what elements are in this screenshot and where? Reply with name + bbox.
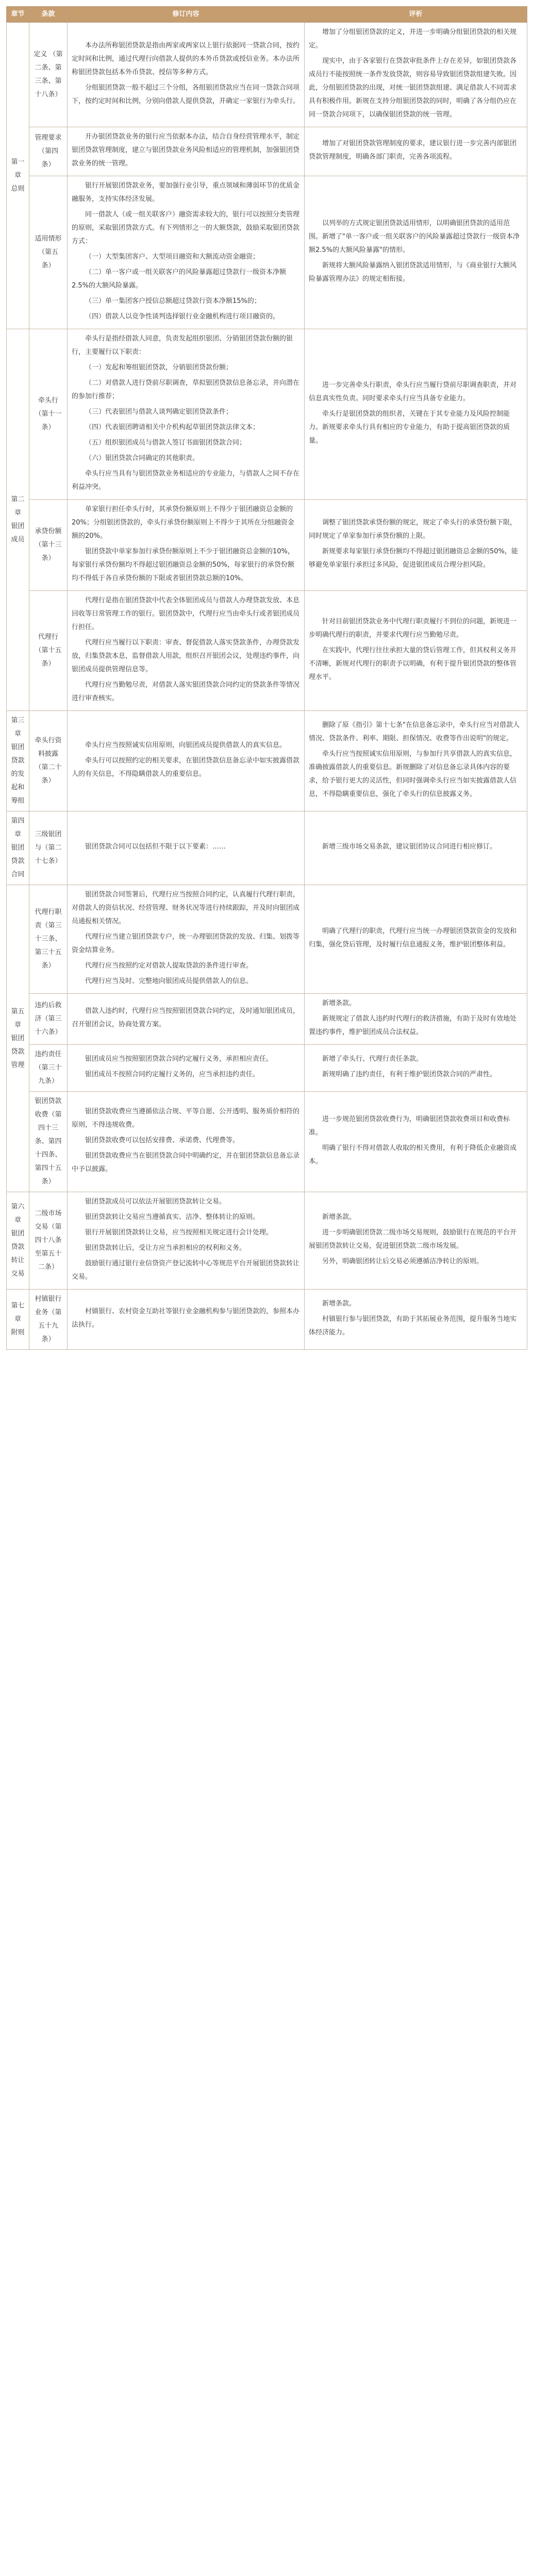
article-cell: 银团贷款收费（第四十三条、第四十四条、第四十五条） (29, 1092, 68, 1192)
text-cell (68, 1092, 305, 1192)
comment-paragraph: 新规要求每家银行承贷份额均不得超过银团融资总金额的50%，能够避免单家银行承担过多风险，促进银团成员合理分担风险。 (309, 548, 518, 569)
table-row (7, 591, 527, 711)
text-cell (68, 500, 305, 591)
text-cell (68, 23, 305, 127)
table-row (7, 1092, 527, 1192)
text-paragraph: 代理行应当勤勉尽责，对借款人落实银团贷款合同约定的贷款条件等情况进行审查核实。 (72, 681, 300, 702)
article-cell: 适用情形 （第五条） (29, 176, 68, 329)
text-paragraph: （一）大型集团客户、大型项目融资和大额流动资金融资； (85, 253, 260, 261)
text-paragraph: 牵头行可以按照约定的相关要求，在银团贷款信息备忘录中如实披露借款人的有关信息，不得隐瞒借款人的重要信息。 (72, 757, 300, 778)
comment-paragraph: 明确了代理行的职责，代理行应当统一办理银团贷款资金的发放和归集，强化贷后管理，及时履行信息通报义务，维护银团整体利益。 (309, 927, 517, 948)
text-paragraph: 银团贷款成员可以依法开展银团贷款转让交易。 (85, 1198, 226, 1206)
comment-paragraph: 增加了对银团贷款管理制度的要求，建议银行进一步完善内部银团贷款管理制度，明确各部门职责，完善各项流程。 (309, 140, 517, 161)
text-paragraph: 银团贷款收费可以包括安排费、承诺费、代理费等。 (85, 1137, 240, 1144)
comment-paragraph: 进一步明确银团贷款二级市场交易规则，鼓励银行在规范的平台开展银团贷款转让交易，促进银团贷款二级市场发展。 (309, 1229, 517, 1250)
text-paragraph: 单家银行担任牵头行时，其承贷份额原则上不得少于银团融资总金额的20%；分组银团贷款的，牵头行承贷份额原则上不得少于其所在分组融资金额的20%。 (72, 505, 294, 540)
comment-cell (305, 885, 527, 994)
article-cell: 违约后救济（第三十六条） (29, 994, 68, 1045)
comment-paragraph: 新增条款。 (322, 1213, 356, 1221)
text-paragraph: 代理行应当按照约定对借款人提取贷款的条件进行审查。 (85, 962, 253, 970)
table-row (7, 176, 527, 329)
comment-paragraph: 新规规定了借款人违约时代理行的救济措施，有助于及时有效地处置违约事件，维护银团成员合法权益。 (309, 1015, 517, 1036)
section-cell: 第七章 附则 (7, 1290, 29, 1350)
article-cell: 代理行 （第十五条） (29, 591, 68, 711)
header-text: 修订内容 (68, 7, 305, 23)
text-paragraph: （二）单一客户或一组关联客户的风险暴露超过贷款行一级资本净额2.5%的大额风险暴露。 (72, 268, 287, 290)
article-cell: 村镇银行业务（第五十九条） (29, 1290, 68, 1350)
text-paragraph: 银团贷款合同签署后，代理行应当按照合同约定，认真履行代理行职责，对借款人的资信状况、经营管理、财务状况等进行持续跟踪，并及时向银团成员通报相关情况。 (72, 891, 300, 925)
article-cell: 承贷份额 （第十三条） (29, 500, 68, 591)
text-cell (68, 1045, 305, 1092)
text-cell (68, 1192, 305, 1290)
text-paragraph: 牵头行应当具有与银团贷款业务相适应的专业能力，与借款人之间不存在利益冲突。 (72, 470, 300, 491)
comment-paragraph: 进一步完善牵头行职责，牵头行应当履行贷前尽职调查职责，并对信息真实性负责。同时要求牵头行应当具备专业能力。 (309, 381, 517, 402)
text-paragraph: （二）对借款人进行贷前尽职调查，草拟银团贷款信息备忘录，并向潜在的参加行推荐； (72, 379, 300, 400)
section-cell: 第三章 银团贷款的发起和筹组 (7, 711, 29, 811)
text-paragraph: 银团贷款转让后，受让方应当承担相应的权利和义务。 (85, 1244, 246, 1252)
text-cell (68, 711, 305, 811)
comment-cell (305, 500, 527, 591)
text-paragraph: 同一借款人（或一组关联客户）融资需求较大的，银行可以按照分类管理的原则，采取银团贷款方式。有下列情形之一的大额贷款，鼓励采取银团贷款方式： (72, 211, 300, 245)
comment-cell (305, 711, 527, 811)
text-paragraph: （五）组织银团成员与借款人签订书面银团贷款合同； (85, 439, 246, 447)
text-paragraph: 开办银团贷款业务的银行应当依据本办法，结合自身经营管理水平，制定银团贷款管理制度，建立与银团贷款业务风险相适应的管理机制，加强银团贷款业务的统一管理。 (72, 133, 300, 167)
text-paragraph: 银团贷款合同可以包括但不限于以下要素：…… (85, 843, 226, 851)
text-cell (68, 591, 305, 711)
comment-paragraph: 明确了银行不得对借款人收取的相关费用，有利于降低企业融资成本。 (309, 1144, 517, 1165)
comment-paragraph: 新增条款。 (322, 1300, 356, 1308)
table-row (7, 500, 527, 591)
text-cell (68, 176, 305, 329)
text-cell (68, 127, 305, 176)
text-cell (68, 811, 305, 885)
article-cell: 代理行职责（第三十三条、第三十五条） (29, 885, 68, 994)
text-paragraph: 借款人违约时，代理行应当按照银团贷款合同约定，及时通知银团成员，召开银团会议，协商处置方案。 (72, 1007, 300, 1028)
text-paragraph: （四）借款人以竞争性谈判选择银行业金融机构进行项目融资的。 (85, 313, 280, 320)
comment-cell (305, 1290, 527, 1350)
text-paragraph: （三）单一集团客户授信总额超过贷款行资本净额15%的； (85, 297, 261, 305)
header-article: 条款 (29, 7, 68, 23)
comment-paragraph: 增加了分组银团贷款的定义，并进一步明确分组银团贷款的相关规定。 (309, 28, 517, 49)
article-cell: 管理要求 （第四条） (29, 127, 68, 176)
comment-cell (305, 1045, 527, 1092)
section-cell: 第六章 银团贷款转让交易 (7, 1192, 29, 1290)
comment-paragraph: 在实践中，代理行往往承担大量的贷后管理工作，但其权利义务并不清晰，新规对代理行的职责予以明确，有利于提升银团贷款的整体管理水平。 (309, 647, 517, 681)
article-cell: 定义 （第二条、第三条、第十八条） (29, 23, 68, 127)
comparison-table (6, 6, 527, 1350)
text-paragraph: 代理行是指在银团贷款中代表全体银团成员与借款人办理贷款发放、本息回收等日常管理工作的银行。银团贷款中，代理行应当由牵头行或者银团成员行担任。 (72, 597, 300, 631)
comment-cell (305, 176, 527, 329)
article-cell: 三级银团与（第二十七条） (29, 811, 68, 885)
table-row (7, 994, 527, 1045)
comment-paragraph: 村镇银行参与银团贷款，有助于其拓展业务范围，提升服务当地实体经济能力。 (309, 1315, 517, 1336)
comment-cell (305, 1192, 527, 1290)
text-paragraph: 村镇银行、农村资金互助社等银行业金融机构参与银团贷款的，参照本办法执行。 (72, 1308, 300, 1329)
table-row (7, 1290, 527, 1350)
header-row (7, 7, 527, 23)
comment-paragraph: 调整了银团贷款承贷份额的规定，规定了牵头行的承贷份额下限，同时规定了单家参加行承贷份额的上限。 (309, 519, 517, 540)
comment-paragraph: 进一步规范银团贷款收费行为，明确银团贷款收费项目和收费标准。 (309, 1115, 510, 1137)
table-row (7, 127, 527, 176)
comment-cell (305, 1092, 527, 1192)
comment-paragraph: 牵头行应当按照诚实信用原则，与参加行共享借款人的真实信息，准确披露借款人的重要信息。新规删除了对信息备忘录具体内容的要求，给予银行更大的灵活性，但同时强调牵头行应当如实披露借款人信息，不得隐瞒重要信息，强化了牵头行的信息披露义务。 (309, 750, 517, 798)
table-row (7, 329, 527, 500)
text-paragraph: 代理行应当建立银团贷款专户，统一办理银团贷款的发放、归集、划拨等资金结算业务。 (72, 933, 300, 954)
text-paragraph: 银团成员不按照合同约定履行义务的，应当承担违约责任。 (85, 1071, 260, 1078)
comment-paragraph: 另外，明确银团转让后交易必须遵循洁净转让的原则。 (322, 1258, 484, 1265)
comment-cell (305, 127, 527, 176)
article-cell: 二级市场交易（第四十八条至第五十二条） (29, 1192, 68, 1290)
text-cell (68, 994, 305, 1045)
section-cell: 第一章 总则 (7, 23, 29, 329)
comment-paragraph: 以列举的方式规定银团贷款适用情形，以明确银团贷款的适用范围。新增了"单一客户或一组关联客户的风险暴露超过贷款行一级资本净额2.5%的大额风险暴露"的情形。 (309, 219, 520, 254)
table-row (7, 23, 527, 127)
article-cell: 牵头行资料披露 （第二十条） (29, 711, 68, 811)
text-paragraph: 代理行应当履行以下职责：审查、督促借款人落实贷款条件，办理贷款发放，归集贷款本息，监督借款人用款，组织召开银团会议，处理违约事件，向银团成员提供管理信息等。 (72, 639, 300, 673)
section-cell: 第二章 银团成员 (7, 329, 29, 711)
text-paragraph: 银团贷款收费应当在银团贷款合同中明确约定，并在银团贷款信息备忘录中予以披露。 (72, 1152, 300, 1173)
comment-cell (305, 23, 527, 127)
comment-paragraph: 新增三级市场交易条款，建议银团协议合同进行相应修订。 (322, 843, 497, 851)
text-paragraph: 本办法所称银团贷款是指由两家或两家以上银行依据同一贷款合同，按约定时间和比例，通过代理行向借款人提供的本外币贷款或授信业务。本办法所称银团贷款包括本外币贷款、授信等多种方式。 (72, 42, 300, 76)
comment-cell (305, 591, 527, 711)
text-paragraph: （三）代表银团与借款人谈判确定银团贷款条件； (85, 408, 233, 416)
comment-cell (305, 329, 527, 500)
text-paragraph: 银团贷款转让交易应当遵循真实、洁净、整体转让的原则。 (85, 1213, 260, 1221)
comment-paragraph: 针对目前银团贷款业务中代理行职责履行不到位的问题，新规进一步明确代理行的职责，并要求代理行应当勤勉尽责。 (309, 618, 517, 639)
table-row (7, 811, 527, 885)
comment-paragraph: 牵头行是银团贷款的组织者，关键在于其专业能力及风险控制能力。新规要求牵头行具有相应的专业能力，有助于提高银团贷款的质量。 (309, 410, 510, 445)
header-section: 章节 (7, 7, 29, 23)
table-row (7, 885, 527, 994)
text-paragraph: 银行开展银团贷款业务，要加强行业引导，重点领域和薄弱环节的优质金融服务，支持实体经济发展。 (72, 182, 300, 203)
text-paragraph: 鼓励银行通过银行业信贷资产登记流转中心等规范平台开展银团贷款转让交易。 (72, 1260, 300, 1281)
header-comment: 评析 (305, 7, 527, 23)
text-paragraph: （六）银团贷款合同确定的其他职责。 (85, 454, 199, 462)
text-paragraph: 银团贷款收费应当遵循依法合规、平等自愿、公开透明、服务质价相符的原则，不得违规收费。 (72, 1108, 300, 1129)
text-paragraph: 牵头行应当按照诚实信用原则，向银团成员提供借款人的真实信息。 (85, 741, 287, 749)
table-row (7, 1192, 527, 1290)
comment-cell (305, 811, 527, 885)
text-paragraph: （四）代表银团聘请相关中介机构起草银团贷款法律文本； (85, 423, 260, 431)
table-row (7, 1045, 527, 1092)
section-cell: 第四章 银团贷款合同 (7, 811, 29, 885)
table-row (7, 711, 527, 811)
text-paragraph: 分组银团贷款一般不超过三个分组，各组银团贷款应当在同一贷款合同项下，按约定时间和比例，分别向借款人提供贷款，并确定一家银行为牵头行。 (72, 84, 300, 105)
comment-cell (305, 994, 527, 1045)
text-paragraph: 银团成员应当按照银团贷款合同约定履行义务，承担相应责任。 (85, 1055, 273, 1063)
comment-paragraph: 新增条款。 (322, 999, 356, 1007)
comment-paragraph: 删除了原《指引》第十七条"在信息备忘录中，牵头行应当对借款人情况、贷款条件、利率、期限、担保情况、收费等作出说明"的规定。 (309, 721, 520, 742)
article-cell: 违约责任（第三十九条） (29, 1045, 68, 1092)
comment-paragraph: 现实中，由于各家银行在贷款审批条件上存在差异，如银团贷款各成员行不能按照统一条件发放贷款，则容易导致银团贷款组建失败。因此，分组银团贷款的出现，对统一银团贷款组建、满足借款人不同需求具有积极作用。新规在支持分组银团贷款的同时，明确了各分组仍应在同一贷款合同项下，以确保银团贷款的统一管理。 (309, 57, 517, 118)
section-cell: 第五章 银团贷款管理 (7, 885, 29, 1192)
text-paragraph: （一）发起和筹组银团贷款，分销银团贷款份额； (85, 364, 233, 371)
text-cell (68, 1290, 305, 1350)
text-cell (68, 329, 305, 500)
text-paragraph: 代理行应当及时、完整地向银团成员提供借款人的信息。 (85, 977, 253, 985)
comment-paragraph: 新规将大额风险暴露纳入银团贷款适用情形，与《商业银行大额风险暴露管理办法》的规定相衔接。 (309, 262, 517, 283)
comment-paragraph: 新增了牵头行、代理行责任条款。 (322, 1055, 423, 1063)
text-paragraph: 银团贷款中单家参加行承贷份额原则上不少于银团融资总金额的10%，每家银行承贷份额均不得超过银团融资总金额的50%，每家银行的承贷份额均不得低于各自承贷份额的下限或者银团贷款总额的10%。 (72, 548, 294, 582)
comment-paragraph: 新规明确了违约责任，有利于维护银团贷款合同的严肃性。 (322, 1071, 497, 1078)
text-cell (68, 885, 305, 994)
text-paragraph: 牵头行是指经借款人同意，负责发起组织银团、分销银团贷款份额的银行，主要履行以下职责： (72, 335, 293, 356)
text-paragraph: 银行开展银团贷款转让交易，应当按照相关规定进行会计处理。 (85, 1229, 273, 1236)
article-cell: 牵头行 （第十一条） (29, 329, 68, 500)
